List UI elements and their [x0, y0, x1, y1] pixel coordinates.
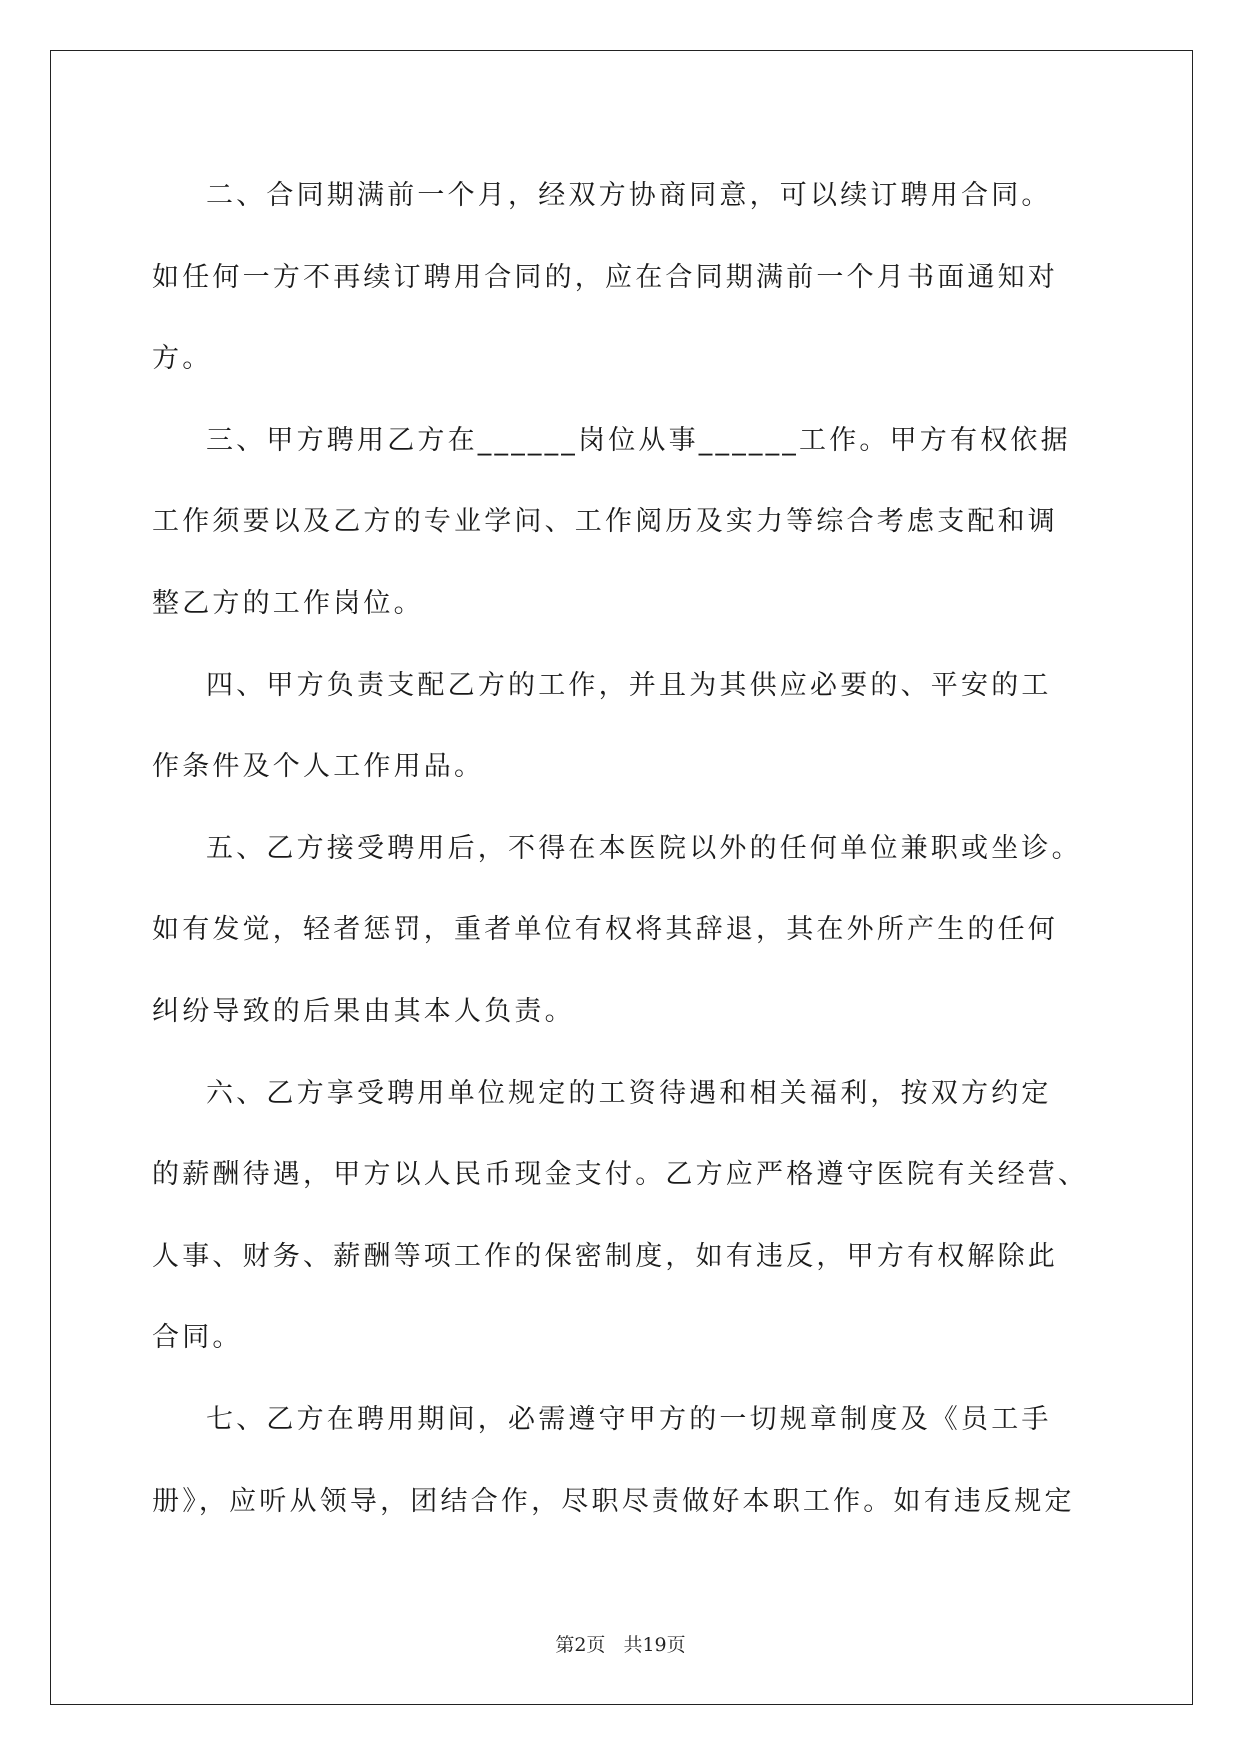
- text-line: 作条件及个人工作用品。: [152, 751, 485, 783]
- clause-4: [152, 645, 1092, 808]
- document-body: [152, 155, 1092, 1542]
- page-number: 第2页: [555, 1634, 606, 1656]
- text-line: 如任何一方不再续订聘用合同的，应在合同期满前一个月书面通知对: [152, 261, 1058, 293]
- text-line: 四、甲方负责支配乙方的工作，并且为其供应必要的、平安的工: [206, 669, 1052, 701]
- text-line: 工作须要以及乙方的专业学问、工作阅历及实力等综合考虑支配和调: [152, 506, 1058, 538]
- text-line: 整乙方的工作岗位。: [152, 587, 424, 619]
- text-line: 方。: [152, 343, 213, 375]
- text-line: 人事、财务、薪酬等项工作的保密制度，如有违反，甲方有权解除此: [152, 1240, 1058, 1272]
- text-line: 如有发觉，轻者惩罚，重者单位有权将其辞退，其在外所产生的任何: [152, 914, 1058, 946]
- clause-7: [152, 1379, 1092, 1542]
- text-line: 册》，应听从领导，团结合作，尽职尽责做好本职工作。如有违反规定: [152, 1485, 1075, 1517]
- text-line: 合同。: [152, 1322, 243, 1354]
- text-line: 三、甲方聘用乙方在______岗位从事______工作。甲方有权依据: [206, 424, 1071, 456]
- text-line: 六、乙方享受聘用单位规定的工资待遇和相关福利，按双方约定: [206, 1077, 1052, 1109]
- clause-6: [152, 1053, 1092, 1379]
- clause-5: [152, 808, 1092, 1053]
- text-line: 纠纷导致的后果由其本人负责。: [152, 995, 575, 1027]
- text-line: 的薪酬待遇，甲方以人民币现金支付。乙方应严格遵守医院有关经营、: [152, 1159, 1089, 1191]
- page-total: 共19页: [623, 1634, 686, 1656]
- text-line: 七、乙方在聘用期间，必需遵守甲方的一切规章制度及《员工手: [206, 1403, 1052, 1435]
- clause-3: [152, 400, 1092, 645]
- page-footer: [0, 1630, 1241, 1657]
- clause-2: [152, 155, 1092, 400]
- text-line: 二、合同期满前一个月，经双方协商同意，可以续订聘用合同。: [206, 180, 1052, 211]
- text-line: 五、乙方接受聘用后，不得在本医院以外的任何单位兼职或坐诊。: [206, 832, 1082, 864]
